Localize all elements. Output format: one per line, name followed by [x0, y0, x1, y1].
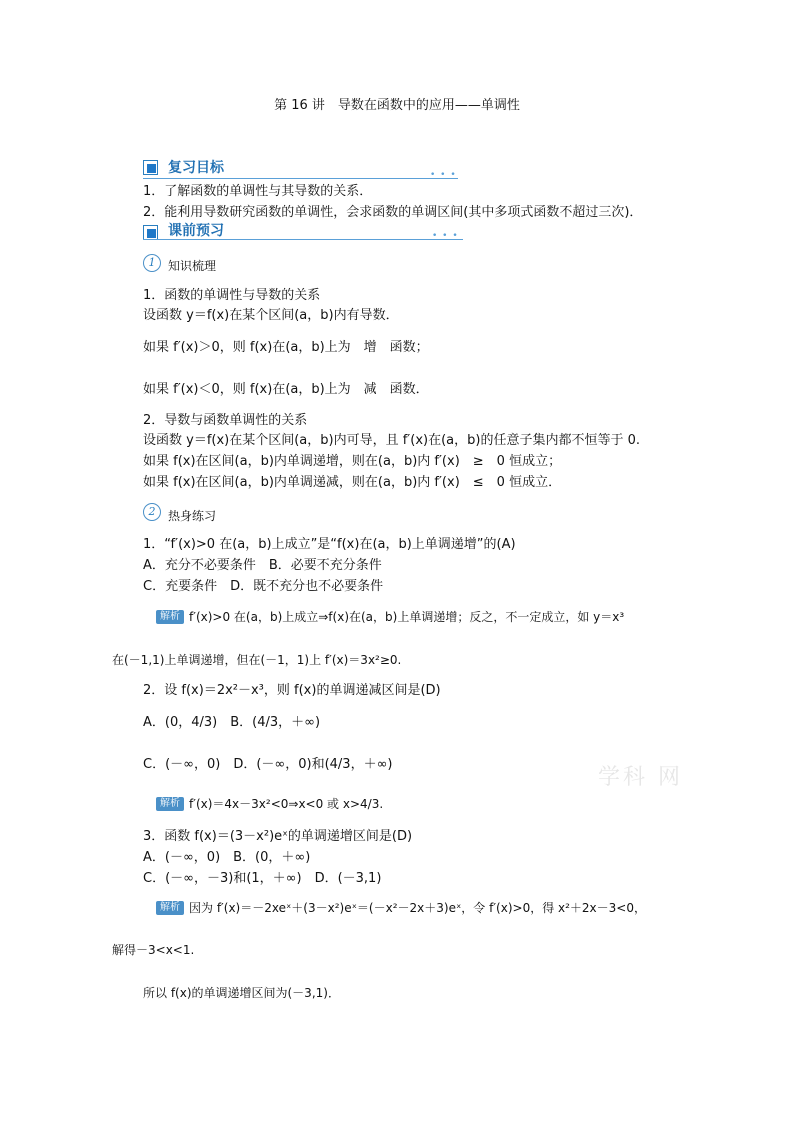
analysis-tag: 解析 [156, 901, 184, 915]
question-3-analysis-cont: 解得－3<x<1. [112, 943, 195, 957]
section-divider [143, 239, 463, 240]
analysis-tag: 解析 [156, 797, 184, 811]
question-1-options-ab: A．充分不必要条件 B．必要不充分条件 [143, 558, 382, 573]
question-3-analysis: 因为 f′(x)＝－2xeˣ＋(3－x²)eˣ＝(－x²－2x＋3)eˣ，令 f′(x)>0，得 x²＋2x－3<0， [189, 901, 646, 915]
question-2-stem: 2．设 f(x)＝2x²－x³，则 f(x)的单调递减区间是(D) [143, 683, 441, 698]
number-circle-icon: 1 [143, 254, 161, 272]
part-label-practice: 热身练习 [168, 509, 217, 523]
section-title-review: 复习目标 [168, 160, 224, 176]
question-1-stem: 1．“f′(x)>0 在(a，b)上成立”是“f(x)在(a，b)上单调递增”的(A) [143, 537, 516, 552]
section-dots: • • • [430, 170, 457, 180]
number-circle-icon: 2 [143, 503, 161, 521]
question-3-stem: 3．函数 f(x)＝(3－x²)eˣ的单调递增区间是(D) [143, 829, 413, 844]
part-label-knowledge: 知识梳理 [168, 259, 217, 273]
question-1-options-cd: C．充要条件 D．既不充分也不必要条件 [143, 579, 384, 594]
section-title-preview: 课前预习 [168, 223, 224, 239]
knowledge-line: 如果 f(x)在区间(a，b)内单调递减，则在(a，b)内 f′(x) ≤ 0 恒成立． [143, 475, 562, 490]
question-2-options-cd: C．(－∞，0) D．(－∞，0)和(4/3，＋∞) [143, 757, 393, 772]
question-3-options-ab: A．(－∞，0) B．(0，＋∞) [143, 850, 311, 865]
question-1-analysis-cont: 在(－1,1)上单调递增，但在(－1，1)上 f′(x)＝3x²≥0. [112, 653, 402, 667]
section-divider [143, 178, 458, 179]
section-square-icon [143, 160, 158, 175]
knowledge-line: 如果 f′(x)＜0，则 f(x)在(a，b)上为 减 函数． [143, 382, 429, 397]
knowledge-heading-2: 2．导数与函数单调性的关系 [143, 413, 308, 428]
question-2-options-ab: A．(0，4/3) B．(4/3，＋∞) [143, 715, 321, 730]
knowledge-heading-1: 1．函数的单调性与导数的关系 [143, 288, 321, 303]
knowledge-line: 如果 f′(x)＞0，则 f(x)在(a，b)上为 增 函数； [143, 340, 429, 355]
watermark: 学科 网 [598, 765, 683, 790]
question-3-options-cd: C．(－∞，－3)和(1，＋∞) D．(－3,1) [143, 871, 382, 886]
analysis-tag: 解析 [156, 610, 184, 624]
knowledge-line: 设函数 y＝f(x)在某个区间(a，b)内可导，且 f′(x)在(a，b)的任意子集内都不恒等于 0. [143, 433, 640, 448]
goal-1: 1．了解函数的单调性与其导数的关系． [143, 184, 373, 199]
knowledge-line: 设函数 y＝f(x)在某个区间(a，b)内有导数． [143, 308, 399, 323]
question-1-analysis: f′(x)>0 在(a，b)上成立⇒f(x)在(a，b)上单调递增；反之，不一定成立，如 y＝x³ [189, 610, 625, 624]
goal-2: 2．能利用导数研究函数的单调性，会求函数的单调区间(其中多项式函数不超过三次)． [143, 205, 643, 220]
question-3-conclusion: 所以 f(x)的单调递增区间为(－3,1)． [143, 986, 340, 1000]
section-square-icon [143, 225, 158, 240]
question-2-analysis: f′(x)＝4x－3x²<0⇒x<0 或 x>4/3. [189, 797, 384, 811]
section-dots: • • • [432, 231, 459, 241]
page-title: 第 16 讲 导数在函数中的应用——单调性 [274, 98, 520, 113]
knowledge-line: 如果 f(x)在区间(a，b)内单调递增，则在(a，b)内 f′(x) ≥ 0 恒成立； [143, 454, 562, 469]
